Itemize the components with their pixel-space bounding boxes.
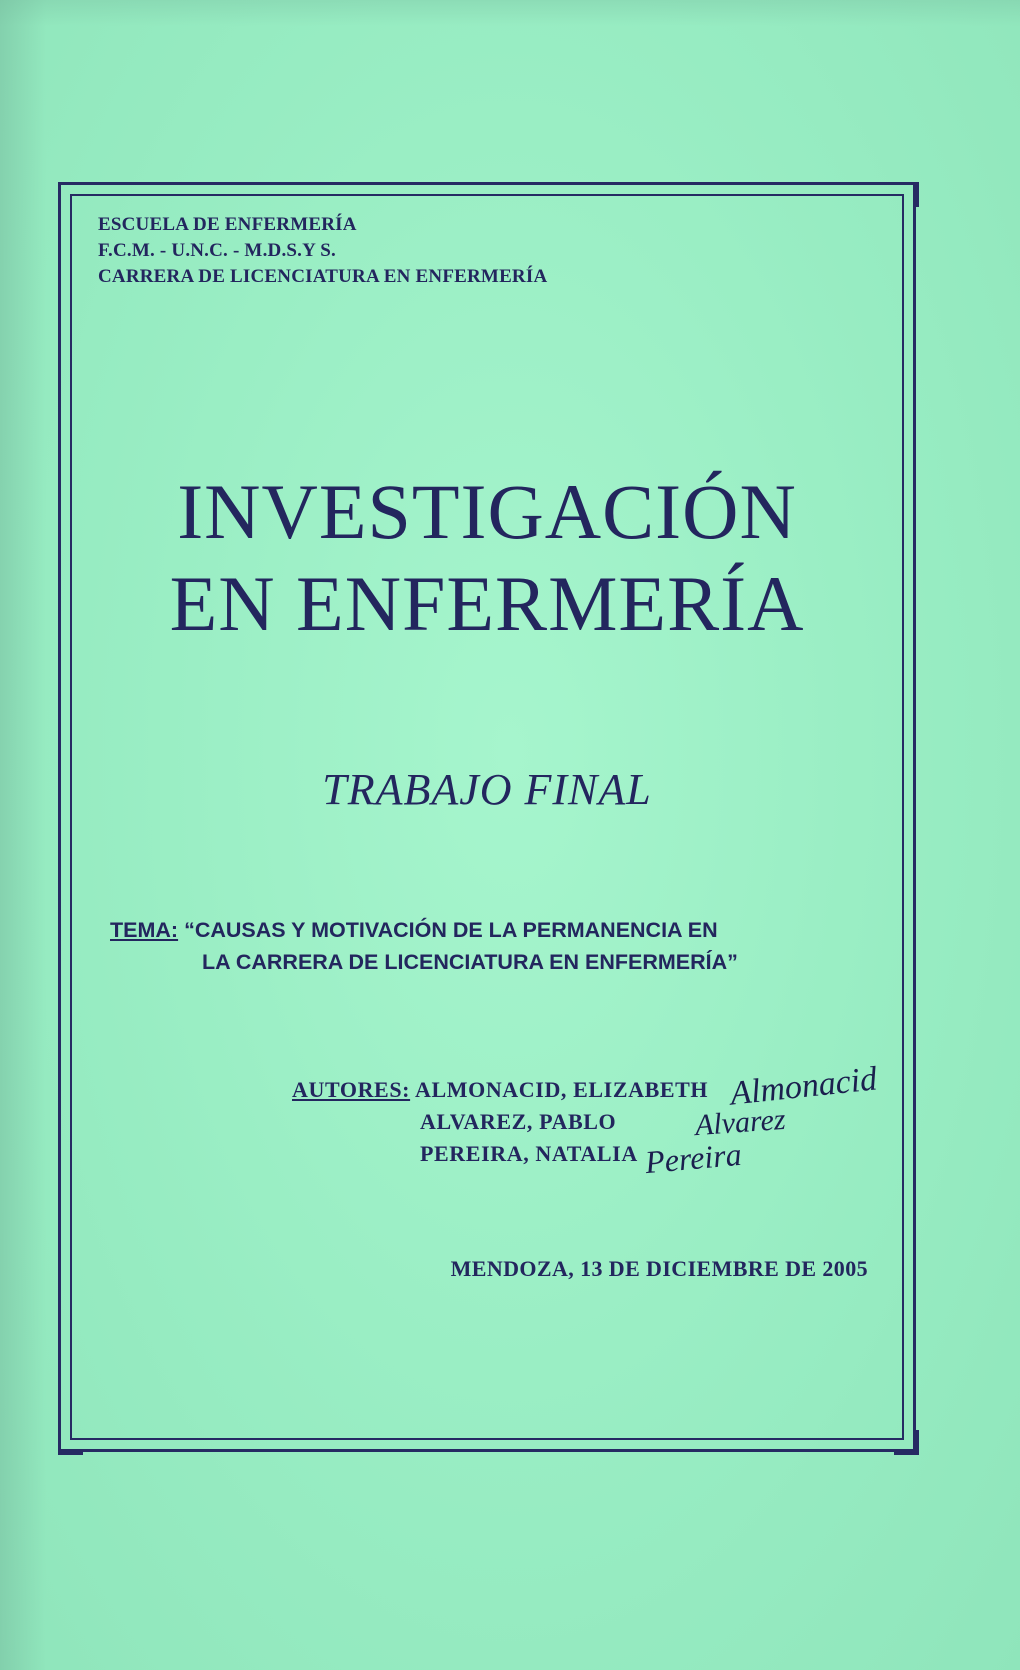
author-name-1: ALMONACID, ELIZABETH xyxy=(414,1077,709,1102)
author-name-2: ALVAREZ, PABLO xyxy=(420,1108,617,1134)
institution-line-3: CARRERA DE LICENCIATURA EN ENFERMERÍA xyxy=(98,266,548,288)
handwritten-signature-3: Pereira xyxy=(643,1135,743,1181)
authors-label: AUTORES: xyxy=(292,1077,411,1102)
page-title xyxy=(70,466,904,650)
topic-block xyxy=(110,914,880,979)
institution-line-2: F.C.M. - U.N.C. - M.D.S.Y S. xyxy=(98,240,336,262)
topic-line-2: LA CARRERA DE LICENCIATURA EN ENFERMERÍA” xyxy=(202,950,738,975)
authors-block xyxy=(292,1074,708,1170)
topic-line-1: “CAUSAS Y MOTIVACIÓN DE LA PERMANENCIA EN xyxy=(184,918,718,942)
page-title-line-1: INVESTIGACIÓN xyxy=(177,468,797,555)
cover-content xyxy=(70,194,904,1440)
page-subtitle: TRABAJO FINAL xyxy=(322,765,652,814)
page-edge-shadow-top xyxy=(0,0,1020,26)
topic-label: TEMA: xyxy=(110,918,179,942)
author-name-3: PEREIRA, NATALIA xyxy=(420,1140,638,1166)
page-edge-shadow-left xyxy=(0,0,46,1670)
handwritten-signature-1: Almonacid xyxy=(728,1060,879,1113)
institution-line-1: ESCUELA DE ENFERMERÍA xyxy=(98,214,357,235)
page-title-line-2: EN ENFERMERÍA xyxy=(169,560,805,648)
place-and-date: MENDOZA, 13 DE DICIEMBRE DE 2005 xyxy=(450,1256,868,1281)
handwritten-signature-2: Alvarez xyxy=(693,1102,787,1143)
institution-header xyxy=(98,212,547,291)
